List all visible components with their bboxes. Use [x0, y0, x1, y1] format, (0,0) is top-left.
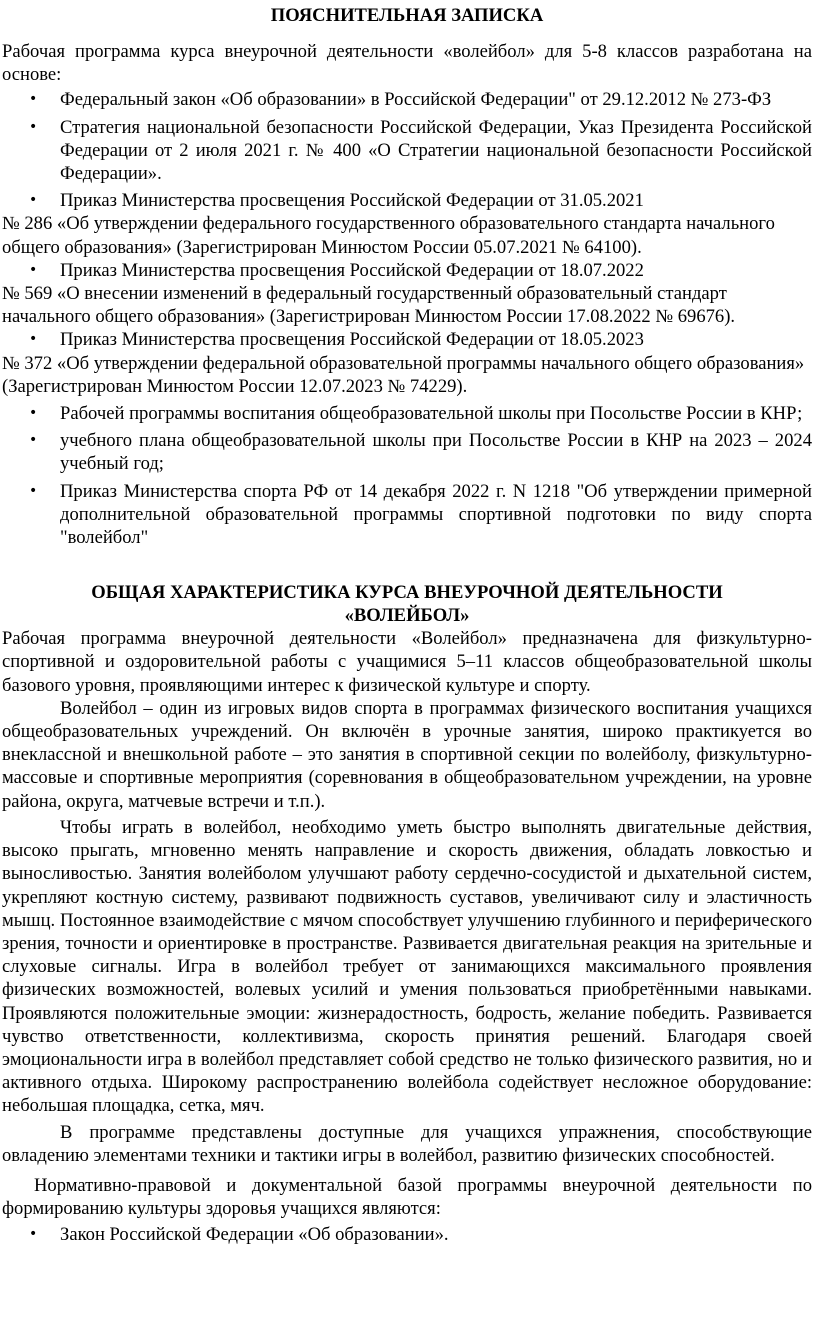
- list-item-continuation: № 569 «О внесении изменений в федеральный государственный образовательный стандарт начального общего образования» (Зарегистрирован Минюстом России 17.08.2022 № 69676).: [2, 283, 736, 328]
- bases-list: [2, 328, 812, 351]
- list-item-continuation: № 372 «Об утверждении федеральной образовательной программы начального общего образования» (Зарегистрирован Минюстом России 12.07.2023 № 74229).: [2, 352, 805, 397]
- page-title: ПОЯСНИТЕЛЬНАЯ ЗАПИСКА: [270, 5, 544, 26]
- legal-list: [2, 1223, 812, 1246]
- list-item: • Приказ Министерства просвещения Российской Федерации от 31.05.2021: [2, 189, 812, 212]
- list-item: • Закон Российской Федерации «Об образовании».: [2, 1223, 812, 1246]
- body-paragraph: В программе представлены доступные для учащихся упражнения, способствующие овладению элементами техники и тактики игры в волейбол, развитию физических способностей.: [2, 1121, 812, 1166]
- body-paragraph: Волейбол – один из игровых видов спорта в программах физического воспитания учащихся общеобразовательных учреждений. Он включён в урочные занятия, широко практикуется во внеклассной и внешкольной работе – это занятия в спортивной секции по волейболу, физкультурно-массовые и спортивные мероприятия (соревнования в общеобразовательном учреждении, на уровне района, округа, матчевые встречи и т.п.).: [2, 697, 812, 812]
- bases-list: [2, 402, 812, 549]
- list-item: • учебного плана общеобразовательной школы при Посольстве России в КНР на 2023 – 2024 учебный год;: [2, 429, 812, 475]
- list-item-continuation: № 286 «Об утверждении федерального государственного образовательного стандарта начального общего образования» (Зарегистрирован Минюстом России 05.07.2021 № 64100).: [2, 213, 775, 258]
- body-paragraph: Нормативно-правовой и документальной базой программы внеурочной деятельности по формированию культуры здоровья учащихся являются:: [2, 1174, 812, 1220]
- list-item: • Приказ Министерства просвещения Российской Федерации от 18.07.2022: [2, 259, 812, 282]
- list-item: • Федеральный закон «Об образовании» в Российской Федерации" от 29.12.2012 № 273-ФЗ: [2, 88, 812, 111]
- body-paragraph: Чтобы играть в волейбол, необходимо уметь быстро выполнять двигательные действия, высоко прыгать, мгновенно менять направление и скорость движения, обладать ловкостью и выносливостью. Занятия волейболом улучшают работу сердечно-сосудистой и дыхательной систем, укрепляют костную систему, развивают подвижность суставов, увеличивают силу и эластичность мышц. Постоянное взаимодействие с мячом способствует улучшению глубинного и периферического зрения, точности и ориентировке в пространстве. Развивается двигательная реакция на зрительные и слуховые сигналы. Игра в волейбол требует от занимающихся максимального проявления физических возможностей, волевых усилий и умения пользоваться приобретёнными навыками. Проявляются положительные эмоции: жизнерадостность, бодрость, желание победить. Развивается чувство ответственности, коллективизма, скорость принятия решений. Благодаря своей эмоциональности игра в волейбол представляет собой средство не только физического развития, но и активного отдыха. Широкому распространению волейбола содействует несложное оборудование: небольшая площадка, сетка, мяч.: [2, 816, 812, 1117]
- bases-list: [2, 259, 812, 282]
- section-title: ОБЩАЯ ХАРАКТЕРИСТИКА КУРСА ВНЕУРОЧНОЙ ДЕЯТЕЛЬНОСТИ «ВОЛЕЙБОЛ»: [91, 582, 723, 627]
- intro-paragraph: Рабочая программа курса внеурочной деятельности «волейбол» для 5-8 классов разработана на основе:: [2, 41, 812, 86]
- body-paragraph: Рабочая программа внеурочной деятельности «Волейбол» предназначена для физкультурно-спортивной и оздоровительной работы с учащимися 5–11 классов общеобразовательной школы базового уровня, проявляющими интерес к физической культуре и спорту.: [2, 628, 812, 696]
- list-item: • Рабочей программы воспитания общеобразовательной школы при Посольстве России в КНР;: [2, 402, 812, 425]
- bases-list: [2, 88, 812, 212]
- list-item: • Приказ Министерства спорта РФ от 14 декабря 2022 г. N 1218 "Об утверждении примерной дополнительной образовательной программы спортивной подготовки по виду спорта "волейбол": [2, 480, 812, 550]
- list-item: • Приказ Министерства просвещения Российской Федерации от 18.05.2023: [2, 328, 812, 351]
- list-item: • Стратегия национальной безопасности Российской Федерации, Указ Президента Российской Федерации от 2 июля 2021 г. № 400 «О Стратегии национальной безопасности Российской Федерации».: [2, 116, 812, 186]
